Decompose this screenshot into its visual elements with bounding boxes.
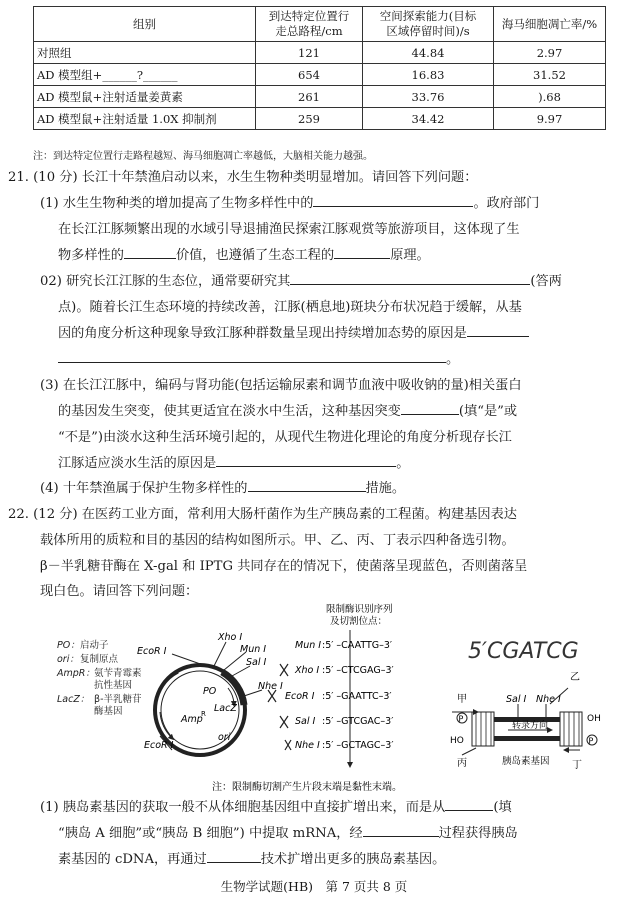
site-seq: :5′ –GTCGAC–3′ xyxy=(322,716,394,727)
site-label: Xho I xyxy=(218,632,243,643)
site-seq: :5′ –CAATTG–3′ xyxy=(322,640,393,651)
table-cell: 33.76 xyxy=(363,86,494,108)
answer-blank[interactable] xyxy=(124,246,176,259)
q21-part2-line1 xyxy=(40,270,562,289)
site-name: Mun I xyxy=(295,640,322,651)
text: 江豚适应淡水生活的原因是 xyxy=(58,456,217,471)
site-name: Nhe I xyxy=(295,740,320,751)
table-cell: 9.97 xyxy=(494,108,606,130)
q21-part4 xyxy=(40,477,405,496)
text: 过程获得胰岛 xyxy=(438,826,518,841)
ampr-label: Amp xyxy=(181,714,203,725)
table-cell: 121 xyxy=(256,42,363,64)
table-header-row xyxy=(34,7,606,42)
text: 。政府部门 xyxy=(473,196,540,211)
header-text: 区域停留时间)/s xyxy=(386,24,470,38)
page-footer: 生物学试题(HB) 第 7 页共 8 页 xyxy=(220,879,408,894)
text: (1) 水生生物种类的增加提高了生物多样性中的 xyxy=(40,196,314,211)
table-row xyxy=(34,64,606,86)
q22-line3: β－半乳糖苷酶在 X-gal 和 IPTG 共同存在的情况下，使菌落呈现蓝色，否则菌落呈 xyxy=(40,559,528,574)
answer-blank[interactable] xyxy=(445,798,493,811)
q22-stem: 22. (12 分) 在医药工业方面，常利用大肠杆菌作为生产胰岛素的工程菌。构建基因表达 xyxy=(8,507,517,522)
text: “胰岛 A 细胞”或“胰岛 B 细胞”) 中提取 mRNA，经 xyxy=(58,826,363,841)
text: 。 xyxy=(396,456,410,471)
q21-part2-line2: 点)。随着长江生态环境的持续改善，江豚(栖息地)斑块分布状况趋于缓解，从基 xyxy=(58,300,522,315)
answer-blank[interactable] xyxy=(216,454,396,467)
text: 的基因发生突变，使其更适宜在淡水中生活，这种基因突变 xyxy=(58,404,401,419)
promoter-label: PO xyxy=(203,686,217,697)
plasmid-diagram xyxy=(137,632,283,755)
gene-name-label: 胰岛素基因 xyxy=(502,756,550,767)
answer-blank[interactable] xyxy=(248,479,366,492)
table-cell: 2.97 xyxy=(494,42,606,64)
q21-part2-line4 xyxy=(58,348,459,367)
hydroxyl-label: HO xyxy=(450,736,464,746)
gene-site-label: Sal I xyxy=(506,694,527,705)
table-cell: 对照组 xyxy=(34,42,256,64)
text: 技术扩增出更多的胰岛素基因。 xyxy=(260,852,446,867)
direction-label: 转录方向 xyxy=(512,721,549,731)
text: (4) 十年禁渔属于保护生物多样性的 xyxy=(40,481,248,496)
primer-bing-line xyxy=(462,748,476,755)
phosphate-label: P xyxy=(588,736,594,746)
table-cell: AD 模型鼠+注射适量 1.0X 抑制剂 xyxy=(34,108,256,130)
table-cell: 654 xyxy=(256,64,363,86)
primer-bing: 丙 xyxy=(457,758,467,769)
site-label: EcoR I xyxy=(144,740,174,751)
answer-blank[interactable] xyxy=(290,272,530,285)
table-cell: 34.42 xyxy=(363,108,494,130)
results-table xyxy=(33,6,606,130)
legend-def: 启动子 xyxy=(80,640,109,651)
site-seq: :5′ –CTCGAG–3′ xyxy=(322,665,394,676)
table-cell: AD 模型鼠+注射适量姜黄素 xyxy=(34,86,256,108)
lacz-label: LacZ xyxy=(214,703,237,714)
site-seq: :5′ –GCTAGC–3′ xyxy=(322,740,394,751)
ori-label: ori xyxy=(218,732,231,743)
site-name: EcoR I xyxy=(285,691,315,702)
legend-term: LacZ： xyxy=(57,694,90,705)
table-cell: 261 xyxy=(256,86,363,108)
legend-def: 抗性基因 xyxy=(94,680,133,691)
restriction-sites xyxy=(268,603,394,765)
table-header-apoptosis xyxy=(494,7,606,42)
q21-part3-line1: (3) 在长江江豚中，编码与肾功能(包括运输尿素和调节血液中吸收钠的量)相关蛋白 xyxy=(40,378,522,393)
table-cell: ).68 xyxy=(494,86,606,108)
q21-part1-line3 xyxy=(58,244,430,263)
q22-part1-line3 xyxy=(58,848,445,867)
primer-yi: 乙 xyxy=(570,672,580,683)
site-label: Nhe I xyxy=(258,681,283,692)
text: 价值，也遵循了生态工程的 xyxy=(175,248,335,263)
text: (填 xyxy=(493,800,512,815)
gene-bottom-strand xyxy=(494,736,560,741)
sites-title: 及切割位点： xyxy=(330,616,388,627)
table-header-exploration xyxy=(363,7,494,42)
text: 因的角度分析这种现象导致江豚种群数量呈现出持续增加态势的原因是 xyxy=(58,326,467,341)
header-text: 到达特定位置行 xyxy=(268,9,350,23)
sites-title: 限制酶识别序列 xyxy=(326,604,393,615)
q21-stem: 21. (10 分) 长江十年禁渔启动以来，水生生物种类明显增加。请回答下列问题： xyxy=(8,170,478,185)
table-cell: 44.84 xyxy=(363,42,494,64)
legend-def: 复制原点 xyxy=(80,654,119,665)
site-name: Sal I xyxy=(295,716,316,727)
table-header-distance xyxy=(256,7,363,42)
legend-def: 酶基因 xyxy=(94,706,123,717)
legend-def: 氨苄青霉素 xyxy=(94,668,142,679)
answer-blank[interactable] xyxy=(363,824,439,837)
q22-line2: 载体所用的质粒和目的基因的结构如图所示。甲、乙、丙、丁表示四种备选引物。 xyxy=(40,533,515,548)
gene-site-label: Nhe I xyxy=(536,694,561,705)
gene-diagram xyxy=(450,671,601,771)
vector-figure xyxy=(0,600,628,795)
text: 素基因的 cDNA，再通过 xyxy=(58,852,207,867)
text: 措施。 xyxy=(365,481,406,496)
header-text: 海马细胞凋亡率/% xyxy=(501,16,598,31)
q22-part1-line1 xyxy=(40,796,512,815)
lacz-arrow xyxy=(228,688,234,704)
cross-marks xyxy=(268,664,291,750)
site-name: Xho I xyxy=(295,665,320,676)
ampr-superscript: R xyxy=(201,710,206,718)
ecori-pointer xyxy=(172,654,206,666)
table-note: 注：到达特定位置行走路程越短、海马细胞凋亡率越低，大脑相关能力越强。 xyxy=(33,151,373,162)
q21-part3-line4 xyxy=(58,452,409,471)
q21-part1-line1 xyxy=(40,192,539,211)
table-row xyxy=(34,108,606,130)
answer-blank[interactable] xyxy=(334,246,390,259)
answer-blank[interactable] xyxy=(58,350,446,363)
site-label: Mun I xyxy=(240,644,267,655)
table-row xyxy=(34,42,606,64)
text: (答两 xyxy=(530,274,562,289)
q21-part3-line3: “不是”)由淡水这种生活环境引起的，从现代生物进化理论的角度分析现存长江 xyxy=(58,430,512,445)
q22-part1-line2 xyxy=(58,822,518,841)
table-cell: 31.52 xyxy=(494,64,606,86)
primer-ding: 丁 xyxy=(572,760,582,771)
q22-line4: 现白色。请回答下列问题： xyxy=(40,584,199,599)
table-cell: AD 模型组+______?______ xyxy=(34,64,256,86)
phosphate-label: P xyxy=(458,714,464,724)
site-label: EcoR I xyxy=(137,646,167,657)
header-text: 组别 xyxy=(133,16,156,31)
xhoi-pointer xyxy=(214,642,226,666)
legend-term: AmpR： xyxy=(57,668,95,679)
text: (填“是”或 xyxy=(458,404,518,419)
header-text: 空间探索能力(目标 xyxy=(379,9,477,23)
text: 。 xyxy=(446,352,460,367)
answer-blank[interactable] xyxy=(401,402,459,415)
header-text: 走总路程/cm xyxy=(275,24,343,38)
legend-def: β-半乳糖苷 xyxy=(94,694,142,705)
answer-blank[interactable] xyxy=(467,324,529,337)
hydroxyl-label: OH xyxy=(587,714,601,724)
site-seq: :5′ –GAATTC–3′ xyxy=(322,691,392,702)
q21-part3-line2 xyxy=(58,400,517,419)
table-header-group xyxy=(34,7,256,42)
table-row xyxy=(34,86,606,108)
q21-part1-line2: 在长江江豚频繁出现的水域引导退捕渔民探索江豚观赏等旅游项目，这体现了生 xyxy=(58,222,520,237)
figure-legend xyxy=(56,639,142,717)
legend-term: ori： xyxy=(57,654,79,665)
handwritten-note: 5′CGATCG xyxy=(468,639,579,664)
text: 物多样性的 xyxy=(58,248,124,263)
answer-blank[interactable] xyxy=(207,850,261,863)
table-cell: 16.83 xyxy=(363,64,494,86)
primer-jia: 甲 xyxy=(457,694,467,705)
legend-term: PO： xyxy=(57,640,80,651)
text: 原理。 xyxy=(390,248,430,263)
answer-blank[interactable] xyxy=(313,194,473,207)
q21-part2-line3 xyxy=(58,322,529,341)
text: 02) 研究长江江豚的生态位，通常要研究其 xyxy=(40,274,291,289)
site-label: Sal I xyxy=(246,657,267,668)
figure-caption: 注：限制酶切割产生片段末端是黏性末端。 xyxy=(212,782,402,793)
text: (1) 胰岛素基因的获取一般不从体细胞基因组中直接扩增出来，而是从 xyxy=(40,800,446,815)
table-cell: 259 xyxy=(256,108,363,130)
